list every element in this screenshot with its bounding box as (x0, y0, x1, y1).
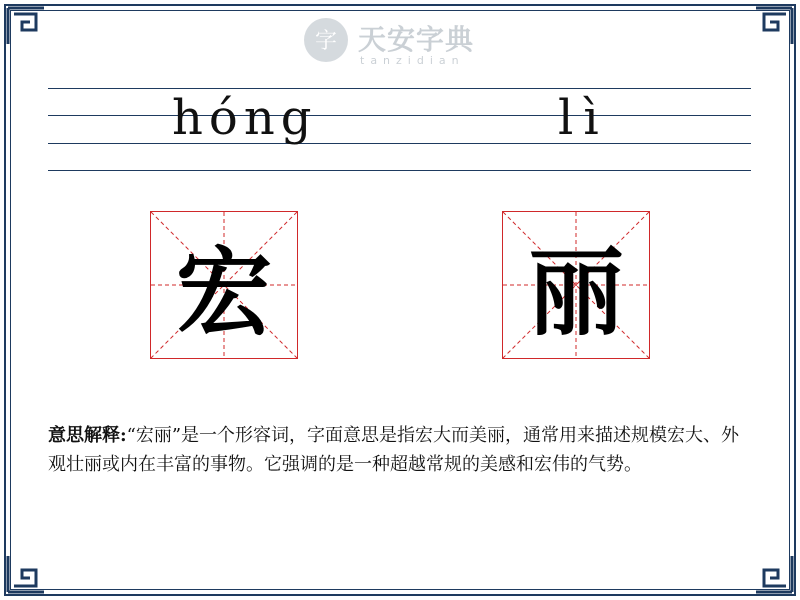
pinyin-line-3 (48, 143, 751, 144)
site-logo (302, 14, 502, 70)
logo-name: 天安字典 (358, 23, 475, 56)
character-grid-2 (502, 211, 650, 359)
logo-seal-icon (302, 16, 350, 64)
svg-text:字: 字 (314, 29, 338, 54)
corner-ornament-bottom-left (6, 554, 46, 594)
pinyin-line-1 (48, 88, 751, 89)
meaning-text: “宏丽”是一个形容词，字面意思是指宏大而美丽，通常用来描述规模宏大、外观壮丽或内在丰富的事物。它强调的是一种超越常规的美感和宏伟的气势。 (48, 425, 740, 475)
character-1: 宏 (176, 235, 272, 349)
corner-ornament-top-left (6, 6, 46, 46)
character-grid-1 (150, 211, 298, 359)
character-2: 丽 (528, 235, 624, 349)
inner-border (10, 10, 790, 590)
pinyin-line-2 (48, 115, 751, 116)
pinyin-line-4 (48, 170, 751, 171)
pinyin-2: lì (558, 90, 609, 146)
meaning-paragraph (48, 421, 748, 479)
pinyin-1: hóng (172, 90, 318, 146)
logo-subtitle: tanzidian (360, 54, 465, 67)
corner-ornament-bottom-right (754, 554, 794, 594)
meaning-label: 意思解释: (48, 425, 127, 446)
corner-ornament-top-right (754, 6, 794, 46)
